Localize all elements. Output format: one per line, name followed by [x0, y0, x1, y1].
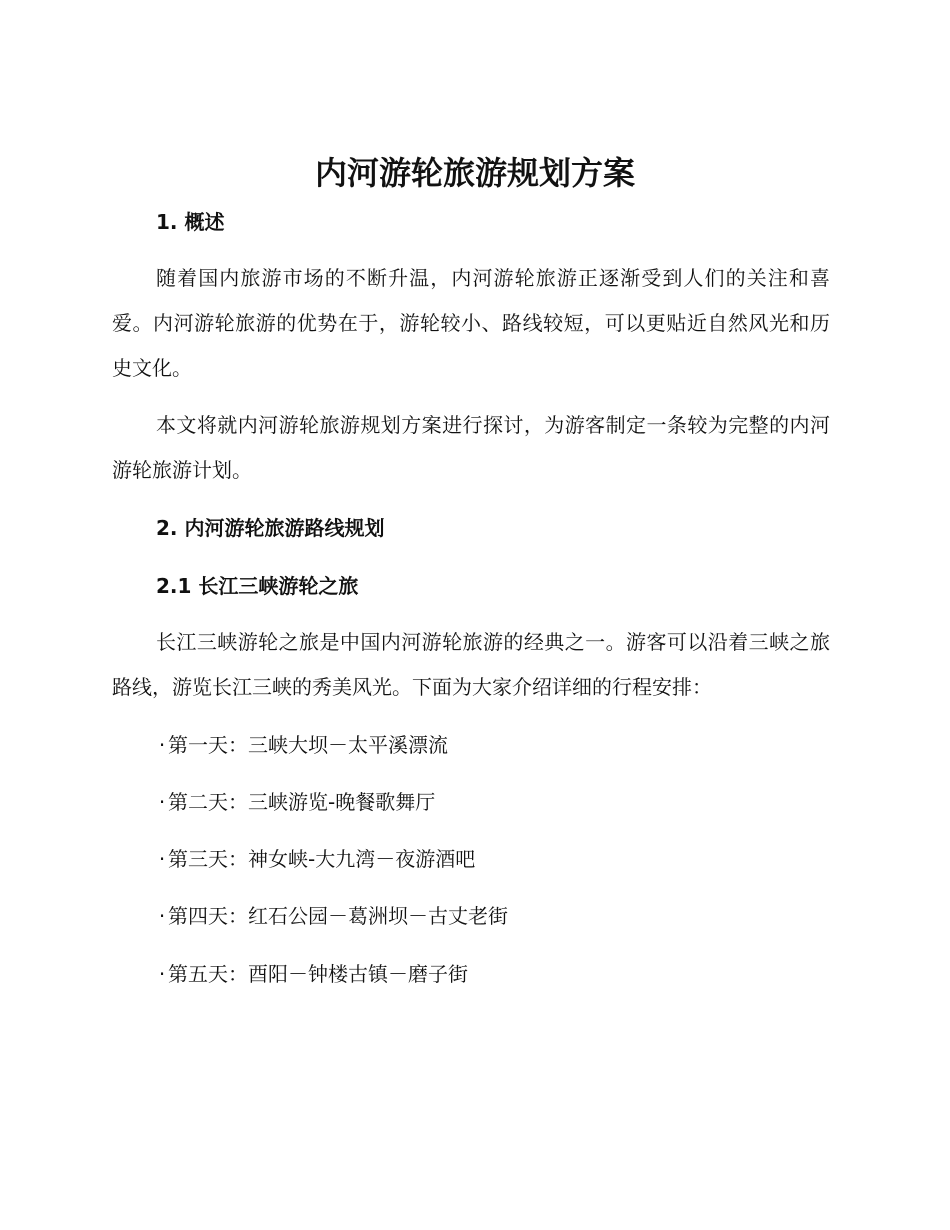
overview-paragraph-1: 随着国内旅游市场的不断升温，内河游轮旅游正逐渐受到人们的关注和喜爱。内河游轮旅游的优势在于，游轮较小、路线较短，可以更贴近自然风光和历史文化。 [112, 266, 830, 380]
itinerary-text: 第一天：三峡大坝－太平溪漂流 [168, 733, 448, 757]
itinerary-item [156, 788, 435, 816]
document-title: 内河游轮旅游规划方案 [314, 154, 635, 192]
itinerary-item [156, 731, 448, 759]
bullet-icon: · [158, 733, 166, 757]
bullet-icon: · [158, 904, 166, 928]
three-gorges-paragraph: 长江三峡游轮之旅是中国内河游轮旅游的经典之一。游客可以沿着三峡之旅路线，游览长江三峡的秀美风光。下面为大家介绍详细的行程安排： [112, 630, 830, 699]
bullet-icon: · [158, 790, 166, 814]
itinerary-text: 第五天：酉阳－钟楼古镇－磨子街 [168, 962, 468, 986]
itinerary-item [156, 845, 475, 873]
itinerary-text: 第二天：三峡游览-晚餐歌舞厅 [168, 790, 436, 814]
bullet-icon: · [158, 847, 166, 871]
itinerary-item [156, 902, 508, 930]
overview-paragraph-2: 本文将就内河游轮旅游规划方案进行探讨，为游客制定一条较为完整的内河游轮旅游计划。 [112, 413, 830, 482]
section-heading-overview: 1. 概述 [156, 210, 225, 234]
itinerary-text: 第三天：神女峡-大九湾－夜游酒吧 [168, 847, 476, 871]
bullet-icon: · [158, 962, 166, 986]
section-heading-route-planning: 2. 内河游轮旅游路线规划 [156, 516, 385, 540]
subsection-heading-three-gorges: 2.1 长江三峡游轮之旅 [156, 574, 359, 598]
itinerary-text: 第四天：红石公园－葛洲坝－古丈老街 [168, 904, 508, 928]
itinerary-item [156, 960, 468, 988]
